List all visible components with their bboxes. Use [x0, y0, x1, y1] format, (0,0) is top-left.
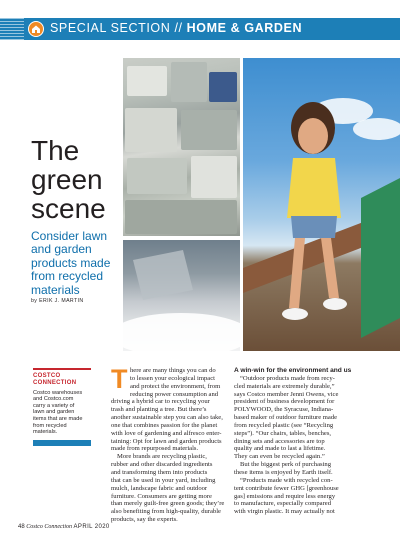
- plastic-bale: [125, 200, 237, 234]
- sidebar-line: carry a variety of: [33, 402, 75, 409]
- dek-line: Consider lawn: [31, 229, 108, 243]
- body-line: cled materials are extremely durable,”: [234, 382, 335, 390]
- body-line: More brands are recycling plastic,: [117, 453, 207, 461]
- dek-line: from recycled: [31, 269, 104, 284]
- dek-line: materials: [31, 282, 80, 297]
- plastic-pellets-photo: [123, 240, 240, 351]
- body-line: They can even be recycled again.”: [234, 453, 325, 461]
- playground-scene-graphic: [243, 58, 400, 351]
- body-line: quality and made to last a lifetime.: [234, 445, 326, 453]
- body-line: and protect the environment, from: [130, 382, 221, 390]
- body-line: gas] emissions and require less energy: [234, 492, 336, 500]
- body-line: to lessen your ecological impact: [130, 374, 215, 382]
- dek-line: and garden: [31, 242, 92, 257]
- plastic-bale: [127, 158, 187, 194]
- body-line: “Products made with recycled con-: [240, 476, 333, 484]
- header-stripe-pattern: [0, 18, 24, 40]
- sidebar-line: from recycled: [33, 422, 67, 429]
- body-line: these items is enjoyed by Earth itself.: [234, 468, 333, 476]
- body-line: reducing power consumption and: [130, 390, 219, 398]
- body-line: trash and planting a tree. But there’s: [111, 406, 207, 414]
- body-line: based maker of outdoor furniture made: [234, 414, 338, 422]
- body-line: than merely guilt-free green goods; they’re: [111, 500, 225, 508]
- plastic-bale: [191, 156, 237, 198]
- body-line: POLYWOOD, the Syracuse, Indiana-: [234, 406, 334, 414]
- page-number: 48: [18, 524, 25, 530]
- body-line: says Costco member Jenni Owens, vice: [234, 390, 339, 398]
- body-line: to manufacture, especially compared: [234, 500, 332, 508]
- article-dek: [31, 230, 123, 297]
- byline: by ERIK J. MARTIN: [31, 298, 84, 304]
- issue-date: APRIL 2020: [73, 524, 110, 530]
- body-line: mulch, landscape fabric and outdoor: [111, 484, 208, 492]
- body-line: taining: Opt for lawn and garden products: [111, 437, 222, 445]
- body-line: president of business development for: [234, 398, 335, 406]
- body-line: driving a hybrid car to recycling your: [111, 398, 210, 406]
- body-line: “Outdoor products made from recy-: [240, 374, 335, 382]
- magazine-name: Costco Connection: [26, 524, 73, 530]
- pellet-spout-graphic: [123, 240, 240, 351]
- section-header-band: [0, 18, 400, 40]
- costco-connection-badge-icon: [28, 21, 44, 37]
- plastic-bale: [127, 66, 167, 96]
- plastic-bale: [181, 110, 237, 150]
- sidebar-rule: [33, 368, 91, 370]
- section-header-text: [50, 21, 302, 35]
- body-line: with love of gardening and alfresco enter-: [111, 429, 222, 437]
- costco-connection-sidebar: [33, 368, 91, 436]
- worker-figure: [209, 72, 237, 102]
- page-folio: [18, 524, 110, 530]
- drop-cap: T: [111, 364, 128, 394]
- body-line: furniture. Consumers are getting more: [111, 492, 212, 500]
- body-line: rubber and other discarded ingredients: [111, 461, 213, 469]
- body-line: But the biggest perk of purchasing: [240, 461, 332, 469]
- sidebar-line: materials.: [33, 429, 58, 436]
- body-column-2: [234, 367, 374, 516]
- section-label: SPECIAL SECTION //: [50, 21, 183, 35]
- body-line: tent contribute fewer GHG [greenhouse: [234, 484, 339, 492]
- dek-line: products made: [31, 255, 111, 270]
- body-line: here are many things you can do: [130, 367, 216, 374]
- section-name: HOME & GARDEN: [186, 21, 303, 35]
- body-line: with virgin plastic. It may actually not: [234, 508, 335, 516]
- body-line: also benefiting from high-quality, durable: [111, 508, 221, 516]
- body-line: made from repurposed materials.: [111, 445, 199, 453]
- sidebar-heading-line: CONNECTION: [33, 379, 77, 386]
- sidebar-accent-bar: [33, 440, 91, 446]
- sidebar-line: and Costco.com: [33, 396, 74, 403]
- sidebar-heading: [33, 373, 91, 387]
- column-subhead: A win-win for the environment and us: [234, 367, 352, 374]
- title-line: green: [31, 164, 103, 195]
- body-line: another sustainable step you can also take,: [111, 414, 223, 422]
- body-column-1: [111, 364, 229, 524]
- girl-on-playground-photo: [243, 58, 400, 351]
- body-line: and transforming them into products: [111, 468, 208, 476]
- sidebar-line: lawn and garden: [33, 409, 75, 416]
- plastic-bale: [171, 62, 207, 102]
- body-line: products, say the experts.: [111, 516, 178, 524]
- sidebar-heading-line: COSTCO: [33, 373, 61, 379]
- title-line: The: [31, 135, 80, 166]
- body-line: dining sets and accessories are top: [234, 437, 325, 445]
- sidebar-body: [33, 390, 91, 436]
- body-line: steps”). “Our chairs, tables, benches,: [234, 429, 332, 437]
- article-title: [31, 136, 121, 223]
- plastic-bale: [125, 108, 177, 152]
- body-line: from recycled plastic (see “Recycling: [234, 421, 334, 429]
- recycling-facility-photo: [123, 58, 240, 236]
- body-line: that can be used in your yard, including: [111, 476, 216, 484]
- body-line: one that combines passion for the planet: [111, 421, 218, 429]
- sidebar-line: Costco warehouses: [33, 389, 83, 396]
- title-line: scene: [31, 193, 106, 224]
- sidebar-line: items that are made: [33, 415, 83, 422]
